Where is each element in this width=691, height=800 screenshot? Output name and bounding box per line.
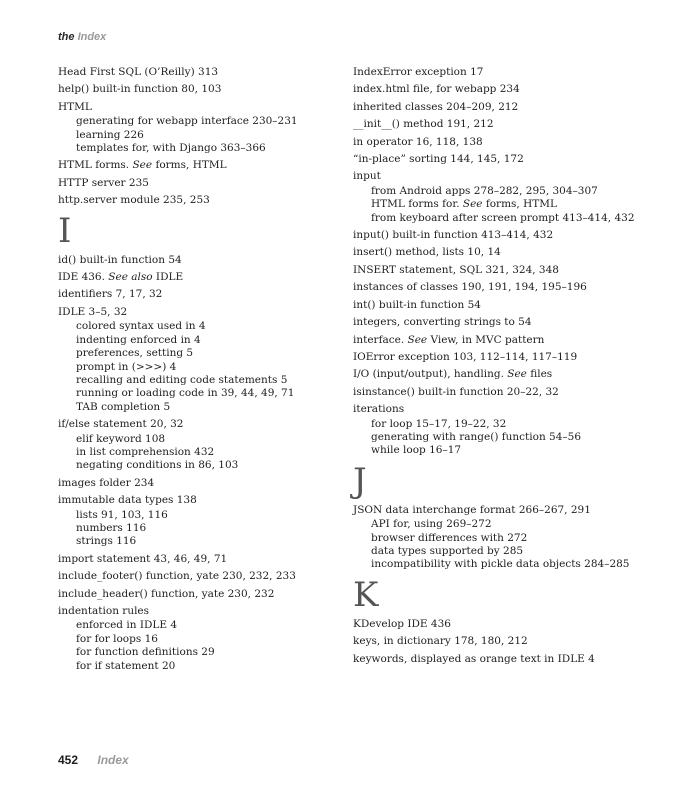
index-entry	[58, 101, 328, 156]
index-entry-main: id() built-in function 54	[58, 253, 182, 266]
index-entry-main: inherited classes 204–209, 212	[353, 100, 519, 113]
index-entry	[58, 177, 328, 190]
index-entry-main: indentation rules	[58, 605, 150, 617]
subentry-list	[353, 418, 663, 458]
index-entry-main: keywords, displayed as orange text in IDLE 4	[353, 652, 595, 665]
cross-reference: See also	[108, 271, 153, 284]
index-entry-main: HTML	[58, 100, 92, 113]
index-subentry: in list comprehension 432	[76, 445, 215, 458]
entry-text: HTML forms for.	[371, 198, 463, 211]
subentry-list	[58, 320, 328, 414]
index-entry-main: __init__() method 191, 212	[353, 118, 494, 131]
index-entry	[353, 246, 663, 259]
index-entry-main: Head First SQL (O’Reilly) 313	[58, 66, 219, 78]
page-footer	[58, 753, 129, 767]
index-entry-main: http.server module 235, 253	[58, 194, 210, 207]
index-entry-main: immutable data types 138	[58, 494, 197, 507]
index-entry-main: insert() method, lists 10, 14	[353, 246, 501, 259]
index-subentry: from Android apps 278–282, 295, 304–307	[371, 184, 598, 197]
index-entry	[353, 403, 663, 458]
entry-text: View, in MVC pattern	[427, 333, 545, 346]
entry-text: forms, HTML	[152, 159, 227, 172]
header-section: Index	[77, 31, 107, 43]
header-prefix: the	[58, 31, 75, 43]
index-subentry: prompt in (>>>) 4	[76, 360, 177, 373]
index-entry-main: input	[353, 170, 381, 183]
index-subentry: from keyboard after screen prompt 413–414, 432	[371, 211, 635, 224]
index-subentry: indenting enforced in 4	[76, 333, 201, 346]
index-subentry: API for, using 269–272	[371, 518, 492, 531]
index-entry	[353, 118, 663, 131]
index-entry-main: index.html file, for webapp 234	[353, 83, 520, 96]
index-entry	[353, 83, 663, 96]
subentry-list	[353, 185, 663, 225]
index-subentry: templates for, with Django 363–366	[76, 142, 266, 155]
index-subentry: learning 226	[76, 128, 144, 141]
section-letter: I	[58, 210, 72, 251]
index-entry	[353, 351, 663, 364]
index-entry-main: HTTP server 235	[58, 176, 149, 189]
index-entry	[58, 494, 328, 549]
index-entry-main: KDevelop IDE 436	[353, 617, 451, 630]
index-entry	[58, 570, 328, 583]
index-entry-main	[353, 334, 663, 347]
index-entry-main	[353, 368, 663, 381]
index-subentry: generating with range() function 54–56	[371, 430, 582, 443]
index-subentry: enforced in IDLE 4	[76, 619, 178, 632]
running-header	[58, 31, 106, 43]
page-number: 452	[58, 753, 79, 767]
index-entry	[58, 288, 328, 301]
index-entry	[58, 588, 328, 601]
index-entry	[353, 153, 663, 166]
index-entry-main: input() built-in function 413–414, 432	[353, 229, 554, 242]
index-subentry: colored syntax used in 4	[76, 320, 206, 333]
index-subentry: for function definitions 29	[76, 646, 215, 659]
index-subentry: strings 116	[76, 535, 137, 548]
cross-reference: See	[462, 198, 483, 211]
footer-section: Index	[97, 753, 129, 767]
index-entry	[58, 194, 328, 207]
index-subentry: incompatibility with pickle data objects 284–285	[371, 558, 630, 571]
index-entry	[353, 504, 663, 572]
index-subentry: TAB completion 5	[76, 400, 171, 413]
index-subentry: for for loops 16	[76, 632, 158, 645]
index-entry	[353, 66, 663, 79]
index-entry	[353, 653, 663, 666]
index-entry-main: if/else statement 20, 32	[58, 418, 184, 431]
index-entry	[58, 83, 328, 96]
index-entry	[353, 386, 663, 399]
index-entry-main: iterations	[353, 403, 405, 416]
index-subentry: lists 91, 103, 116	[76, 508, 168, 521]
subentry-list	[353, 518, 663, 572]
index-entry-main: in operator 16, 118, 138	[353, 135, 483, 148]
index-subentry: for loop 15–17, 19–22, 32	[371, 417, 507, 430]
index-entry	[58, 254, 328, 267]
index-entry-main: images folder 234	[58, 476, 155, 489]
index-entry-main: integers, converting strings to 54	[353, 316, 532, 329]
index-entry-main: instances of classes 190, 191, 194, 195–196	[353, 281, 587, 294]
cross-reference: See	[507, 368, 527, 381]
subentry-list	[58, 433, 328, 473]
index-subentry: elif keyword 108	[76, 432, 166, 445]
index-subentry: negating conditions in 86, 103	[76, 459, 239, 472]
index-entry-main: include_footer() function, yate 230, 232, 233	[58, 570, 296, 583]
entry-text: files	[526, 368, 553, 381]
index-entry	[353, 368, 663, 381]
index-entry-main: JSON data interchange format 266–267, 291	[353, 503, 591, 516]
index-entry-main: keys, in dictionary 178, 180, 212	[353, 635, 528, 648]
index-entry	[353, 635, 663, 648]
index-entry-main: isinstance() built-in function 20–22, 32	[353, 385, 559, 398]
entry-text: IDE 436.	[58, 271, 109, 284]
index-subentry	[353, 198, 663, 211]
index-entry-main: “in-place” sorting 144, 145, 172	[353, 153, 524, 166]
entry-text: IDLE	[152, 271, 184, 284]
index-subentry: numbers 116	[76, 521, 147, 534]
index-entry	[353, 101, 663, 114]
subentry-list	[58, 509, 328, 549]
entry-text: forms, HTML	[482, 198, 557, 211]
entry-text: HTML forms.	[58, 159, 133, 172]
index-entry-main: identifiers 7, 17, 32	[58, 288, 163, 301]
index-entry	[353, 229, 663, 242]
index-entry	[353, 281, 663, 294]
section-letter: K	[353, 574, 379, 615]
index-entry	[58, 306, 328, 414]
index-subentry: data types supported by 285	[371, 544, 524, 557]
index-subentry: browser differences with 272	[371, 531, 528, 544]
index-entry	[353, 618, 663, 631]
index-entry	[353, 316, 663, 329]
subentry-list	[58, 619, 328, 673]
index-entry	[58, 159, 328, 172]
index-subentry: for if statement 20	[76, 659, 176, 672]
index-subentry: generating for webapp interface 230–231	[76, 115, 298, 128]
index-entry-main: IDLE 3–5, 32	[58, 305, 128, 318]
index-subentry: recalling and editing code statements 5	[76, 373, 288, 386]
index-entry-main: IndexError exception 17	[353, 66, 484, 78]
index-entry-main: help() built-in function 80, 103	[58, 83, 222, 96]
entry-text: I/O (input/output), handling.	[353, 368, 508, 381]
cross-reference: See	[407, 333, 428, 346]
index-entry	[353, 170, 663, 225]
section-letter: J	[353, 460, 367, 501]
index-entry-main: int() built-in function 54	[353, 298, 481, 311]
index-entry	[353, 264, 663, 277]
index-entry	[58, 477, 328, 490]
index-entry	[58, 553, 328, 566]
index-entry	[58, 66, 328, 79]
index-entry	[58, 271, 328, 284]
index-entry	[353, 334, 663, 347]
index-entry	[58, 418, 328, 473]
index-entry	[353, 136, 663, 149]
index-column-right	[353, 66, 663, 670]
index-entry-main: include_header() function, yate 230, 232	[58, 587, 275, 600]
index-entry-main: INSERT statement, SQL 321, 324, 348	[353, 263, 559, 276]
index-entry-main: import statement 43, 46, 49, 71	[58, 552, 228, 565]
subentry-list	[58, 115, 328, 155]
index-entry	[58, 605, 328, 673]
index-entry-main	[58, 159, 328, 172]
index-entry	[353, 299, 663, 312]
index-subentry: while loop 16–17	[371, 444, 462, 457]
index-subentry: preferences, setting 5	[76, 347, 194, 360]
index-subentry: running or loading code in 39, 44, 49, 71	[76, 387, 295, 400]
cross-reference: See	[132, 159, 153, 172]
index-column-left	[58, 66, 328, 677]
index-entry-main: IOError exception 103, 112–114, 117–119	[353, 350, 578, 363]
index-entry-main	[58, 271, 328, 284]
entry-text: interface.	[353, 333, 408, 346]
